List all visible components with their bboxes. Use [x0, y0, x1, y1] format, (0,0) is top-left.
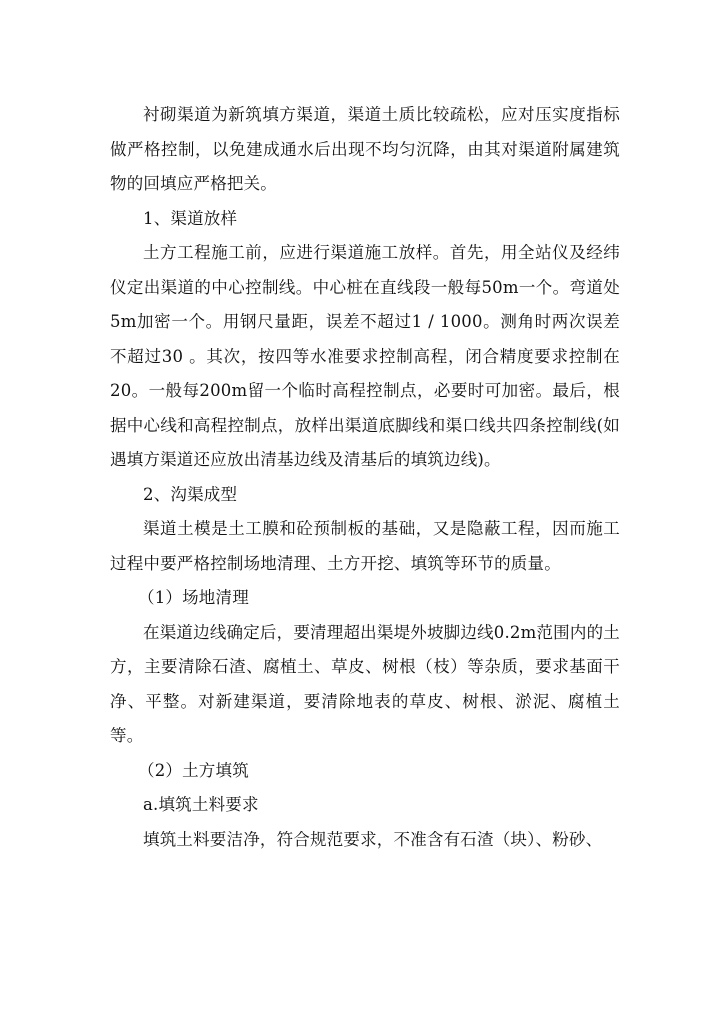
paragraph-fill-material: 填筑土料要洁净，符合规范要求，不准含有石渣（块）、粉砂、	[143, 829, 603, 849]
paragraph-channel-forming: 渠道土模是土工膜和砼预制板的基础，又是隐蔽工程，因而施工过程中要严格控制场地清理、土方开挖、填筑等环节的质量。	[110, 519, 620, 573]
subheading-earth-filling: （2）土方填筑	[138, 760, 249, 780]
paragraph-intro: 衬砌渠道为新筑填方渠道，渠道土质比较疏松，应对压实度指标做严格控制，以免建成通水后出现不均匀沉降，由其对渠道附属建筑物的回填应严格把关。	[110, 105, 620, 193]
item-fill-material-requirements: a.填筑土料要求	[143, 795, 259, 814]
paragraph-channel-layout: 土方工程施工前，应进行渠道施工放样。首先，用全站仪及经纬仪定出渠道的中心控制线。中心桩在直线段一般每50m一个。弯道处5m加密一个。用钢尺量距，误差不超过1 / 1000。测角时两次误差不超过30 。其次，按四等水准要求控制高程，闭合精度要求控制在20。一般每200m留一个临时高程控制点，必要时可加密。最后，根据中心线和高程控制点，放样出渠道底脚线和渠口线共四条控制线(如遇填方渠道还应放出清基边线及清基后的填筑边线)。	[110, 243, 620, 469]
document-body	[110, 98, 620, 857]
paragraph-site-clearing: 在渠道边线确定后，要清理超出渠堤外坡脚边线0.2m范围内的土方，主要清除石渣、腐植土、草皮、树根（枝）等杂质，要求基面干净、平整。对新建渠道，要清除地表的草皮、树根、淤泥、腐植土等。	[110, 622, 620, 745]
subheading-site-clearing: （1）场地清理	[138, 588, 249, 607]
section-heading-channel-forming: 2、沟渠成型	[143, 484, 238, 504]
section-heading-channel-layout: 1、渠道放样	[143, 208, 238, 228]
